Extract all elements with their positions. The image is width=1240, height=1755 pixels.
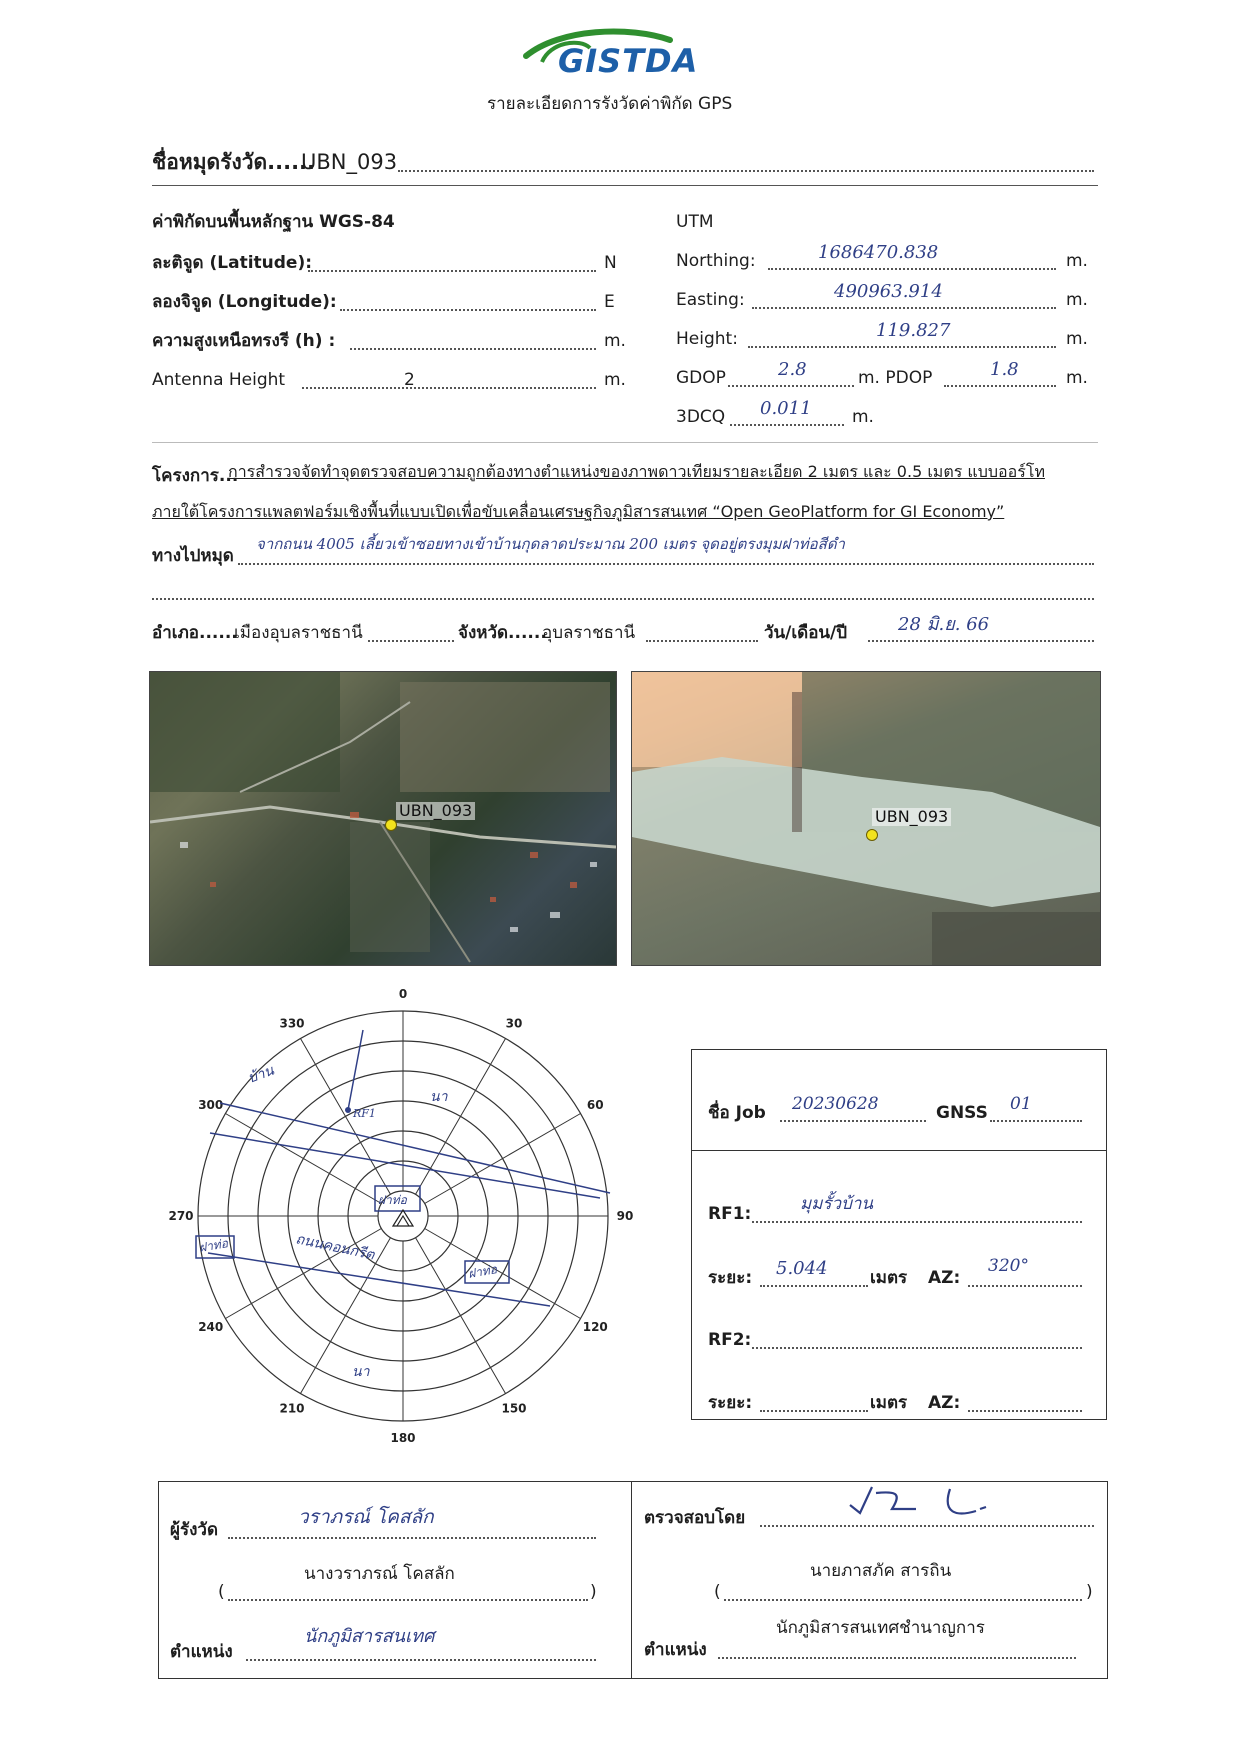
project-line-2: ภายใต้โครงการแพลตฟอร์มเชิงพื้นที่แบบเปิดเพื่อขับเคลื่อนเศรษฐกิจภูมิสารสนเทศ “Open GeoPlatform for GI Economy” <box>152 502 1005 521</box>
utm-height-label: Height: <box>676 329 738 349</box>
distance2-label: ระยะ: <box>708 1393 753 1413</box>
surveyor-close-paren: ) <box>590 1582 597 1602</box>
surveyor-open-paren: ( <box>218 1582 225 1602</box>
gnss-value: 01 <box>1010 1094 1032 1114</box>
rf1-value: มุมรั้วบ้าน <box>800 1194 874 1214</box>
rf2-label: RF2: <box>708 1330 752 1350</box>
surveyor-position-label: ตำแหน่ง <box>170 1642 233 1662</box>
az1-label: AZ: <box>928 1268 961 1288</box>
overview-map-graphic <box>150 672 616 965</box>
district-value: เมืองอุบลราชธานี <box>234 623 363 643</box>
gdop-value: 2.8 <box>778 359 807 380</box>
annotation-manhole-right: ฝาท่อ <box>467 1262 498 1281</box>
station-value: UBN_093 <box>301 150 398 174</box>
checker-signature-graphic <box>846 1483 1016 1523</box>
dcq-unit: m. <box>852 407 874 427</box>
overview-station-marker <box>385 819 397 831</box>
pdop-value: 1.8 <box>990 359 1019 380</box>
annotation-rf1: RF1 <box>353 1107 376 1120</box>
antenna-height-value: 2 <box>404 370 415 390</box>
route-label: ทางไปหมุด <box>152 546 234 566</box>
form-subtitle: รายละเอียดการรังวัดค่าพิกัด GPS <box>487 94 733 114</box>
boundary-line-upper <box>220 1103 610 1193</box>
annotation-manhole-left: ฝาท่อ <box>198 1236 229 1255</box>
longitude-unit: E <box>604 292 615 312</box>
polar-tick-label: 60 <box>586 1098 604 1112</box>
pdop-label: m. PDOP <box>858 368 933 388</box>
dcq-value: 0.011 <box>760 398 812 419</box>
polar-spoke <box>301 1238 391 1394</box>
polar-spoke <box>416 1038 506 1194</box>
overview-satellite-image <box>149 671 617 966</box>
polar-tick-label: 330 <box>279 1016 305 1031</box>
project-label: โครงการ... <box>152 466 239 486</box>
polar-tick-label: 270 <box>168 1209 194 1223</box>
date-label: วัน/เดือน/ปี <box>764 623 848 643</box>
dcq-label: 3DCQ <box>676 407 726 427</box>
checker-name: นายภาสภัค สารถิน <box>810 1561 952 1581</box>
gnss-label: GNSS <box>936 1103 988 1123</box>
surveyor-name: นางวราภรณ์ โคสลัก <box>304 1564 455 1584</box>
checker-label: ตรวจสอบโดย <box>644 1508 746 1528</box>
distance1-value: 5.044 <box>776 1258 828 1279</box>
checker-position: นักภูมิสารสนเทศชำนาญการ <box>776 1618 985 1638</box>
surveyor-label: ผู้รังวัด <box>170 1520 218 1540</box>
antenna-height-label: Antenna Height <box>152 370 286 390</box>
easting-label: Easting: <box>676 290 745 310</box>
northing-label: Northing: <box>676 251 756 271</box>
annotation-field-bottom: นา <box>352 1364 370 1380</box>
geodetic-heading: ค่าพิกัดบนพื้นหลักฐาน WGS-84 <box>152 212 395 232</box>
polar-spoke <box>425 1114 581 1204</box>
detail-map-graphic <box>632 672 1100 965</box>
polar-tick-label: 210 <box>279 1401 305 1416</box>
detail-satellite-image <box>631 671 1101 966</box>
polar-spoke <box>425 1229 581 1319</box>
easting-value: 490963.914 <box>834 281 943 302</box>
annotation-house: บ้าน <box>245 1062 277 1087</box>
project-line-1: การสำรวจจัดทำจุดตรวจสอบความถูกต้องทางตำแหน่งของภาพดาวเทียมรายละเอียด 2 เมตร และ 0.5 เมตร แบบออร์โท <box>228 462 1045 481</box>
surveyor-position: นักภูมิสารสนเทศ <box>304 1626 435 1647</box>
route-text: จากถนน 4005 เลี้ยวเข้าซอยทางเข้าบ้านกุดลาดประมาณ 200 เมตร จุดอยู่ตรงมุมฝาท่อสีดำ <box>256 535 845 553</box>
polar-tick-label: 30 <box>505 1016 523 1031</box>
polar-tick-label: 90 <box>616 1209 634 1223</box>
utm-heading: UTM <box>676 212 714 232</box>
polar-tick-label: 300 <box>198 1098 224 1112</box>
distance1-label: ระยะ: <box>708 1268 753 1288</box>
latitude-label: ละติจูด (Latitude): <box>152 253 313 273</box>
province-label: จังหวัด...... <box>458 623 547 643</box>
utm-height-value: 119.827 <box>876 320 951 341</box>
annotation-road: ถนนคอนกรีต <box>294 1231 376 1264</box>
az1-value: 320° <box>988 1256 1029 1276</box>
rf1-point <box>345 1107 351 1113</box>
job-value: 20230628 <box>792 1094 879 1114</box>
pdop-unit: m. <box>1066 368 1088 388</box>
easting-unit: m. <box>1066 290 1088 310</box>
polar-tick-label: 150 <box>501 1401 527 1416</box>
checker-close-paren: ) <box>1086 1582 1093 1602</box>
annotation-manhole-center: ฝาท่อ <box>378 1193 407 1207</box>
polar-spoke <box>301 1038 391 1194</box>
checker-position-label: ตำแหน่ง <box>644 1640 707 1660</box>
surveyor-signature: วราภรณ์ โคสลัก <box>298 1506 434 1528</box>
job-label: ชื่อ Job <box>708 1103 766 1123</box>
antenna-height-unit: m. <box>604 370 626 390</box>
station-label: ชื่อหมุดรังวัด...... <box>152 150 316 174</box>
detail-station-marker <box>866 829 878 841</box>
checker-open-paren: ( <box>714 1582 721 1602</box>
gdop-label: GDOP <box>676 368 726 388</box>
northing-unit: m. <box>1066 251 1088 271</box>
rf1-label: RF1: <box>708 1204 752 1224</box>
detail-station-label: UBN_093 <box>872 808 951 826</box>
boundary-line-upper-2 <box>210 1133 600 1198</box>
overview-station-label: UBN_093 <box>396 802 475 820</box>
ellipsoid-height-label: ความสูงเหนือทรงรี (h) : <box>152 331 336 351</box>
northing-value: 1686470.838 <box>818 242 939 263</box>
obstruction-polar-plot <box>160 988 660 1458</box>
rf1-azimuth-line <box>348 1030 363 1110</box>
district-label: อำเภอ...... <box>152 623 238 643</box>
utm-height-unit: m. <box>1066 329 1088 349</box>
gistda-logo <box>520 22 720 80</box>
latitude-unit: N <box>604 253 617 273</box>
meter2-label: เมตร <box>870 1393 908 1413</box>
polar-tick-label: 180 <box>390 1431 416 1445</box>
longitude-label: ลองจิจูด (Longitude): <box>152 292 337 312</box>
annotation-field-top: นา <box>430 1089 448 1105</box>
logo-text: GISTDA <box>558 42 699 80</box>
ellipsoid-height-unit: m. <box>604 331 626 351</box>
province-value: อุบลราชธานี <box>542 623 636 643</box>
polar-tick-label: 120 <box>582 1320 608 1334</box>
meter1-label: เมตร <box>870 1268 908 1288</box>
az2-label: AZ: <box>928 1393 961 1413</box>
polar-tick-label: 0 <box>398 988 408 1001</box>
station-tripod-icon <box>393 1210 413 1226</box>
polar-spoke <box>225 1114 381 1204</box>
polar-tick-label: 240 <box>198 1320 224 1334</box>
date-value: 28 มิ.ย. 66 <box>898 614 990 635</box>
